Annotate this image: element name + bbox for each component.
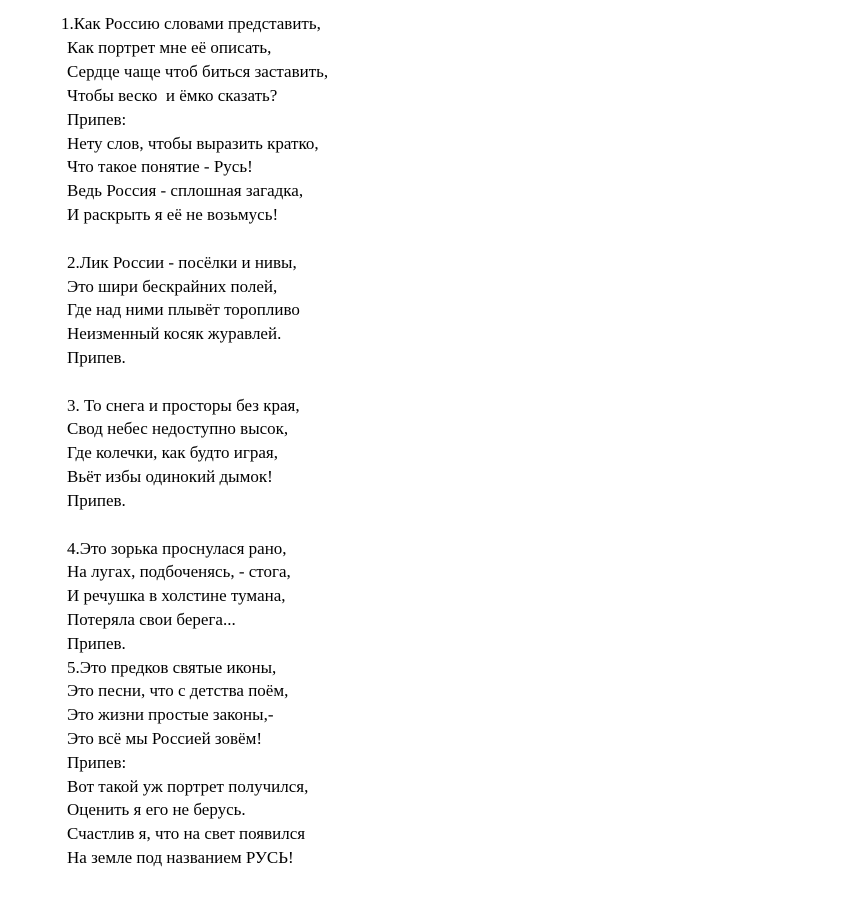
poem-line: Это шири бескрайних полей, [67, 277, 278, 296]
poem-line: Как портрет мне её описать, [67, 38, 272, 57]
poem-line: Где над ними плывёт торопливо [67, 300, 300, 319]
poem-line: Оценить я его не берусь. [67, 800, 246, 819]
poem-line: Припев. [67, 634, 126, 653]
poem-line: Ведь Россия - сплошная загадка, [67, 181, 304, 200]
poem-line: Чтобы веско и ёмко сказать? [67, 86, 278, 105]
poem-line: Припев. [67, 491, 126, 510]
poem-line: Сердце чаще чтоб биться заставить, [67, 62, 329, 81]
poem-line: И речушка в холстине тумана, [67, 586, 286, 605]
poem-line: 4.Это зорька проснулася рано, [67, 539, 287, 558]
poem-line: На земле под названием РУСЬ! [67, 848, 294, 867]
poem-line: Свод небес недоступно высок, [67, 419, 289, 438]
poem-line: И раскрыть я её не возьмусь! [67, 205, 279, 224]
poem-line: Припев: [67, 110, 127, 129]
poem-line: Припев: [67, 753, 127, 772]
poem-line: 2.Лик России - посёлки и нивы, [67, 253, 297, 272]
poem-line: На лугах, подбоченясь, - стога, [67, 562, 291, 581]
poem-line: Счастлив я, что на свет появился [67, 824, 306, 843]
poem-line: Потеряла свои берега... [67, 610, 236, 629]
poem-line: Это песни, что с детства поём, [67, 681, 289, 700]
poem-line: Это всё мы Россией зовём! [67, 729, 263, 748]
poem-line: Припев. [67, 348, 126, 367]
poem-line: Что такое понятие - Русь! [67, 157, 253, 176]
poem-line: 1.Как Россию словами представить, [61, 14, 321, 33]
poem-line: Где колечки, как будто играя, [67, 443, 278, 462]
poem-line: 5.Это предков святые иконы, [67, 658, 277, 677]
poem-line: Нету слов, чтобы выразить кратко, [67, 134, 319, 153]
poem-line: Неизменный косяк журавлей. [67, 324, 282, 343]
poem-line: Это жизни простые законы,- [67, 705, 274, 724]
poem-line: Вьёт избы одинокий дымок! [67, 467, 273, 486]
poem-line: 3. То снега и просторы без края, [67, 396, 300, 415]
poem-line: Вот такой уж портрет получился, [67, 777, 309, 796]
